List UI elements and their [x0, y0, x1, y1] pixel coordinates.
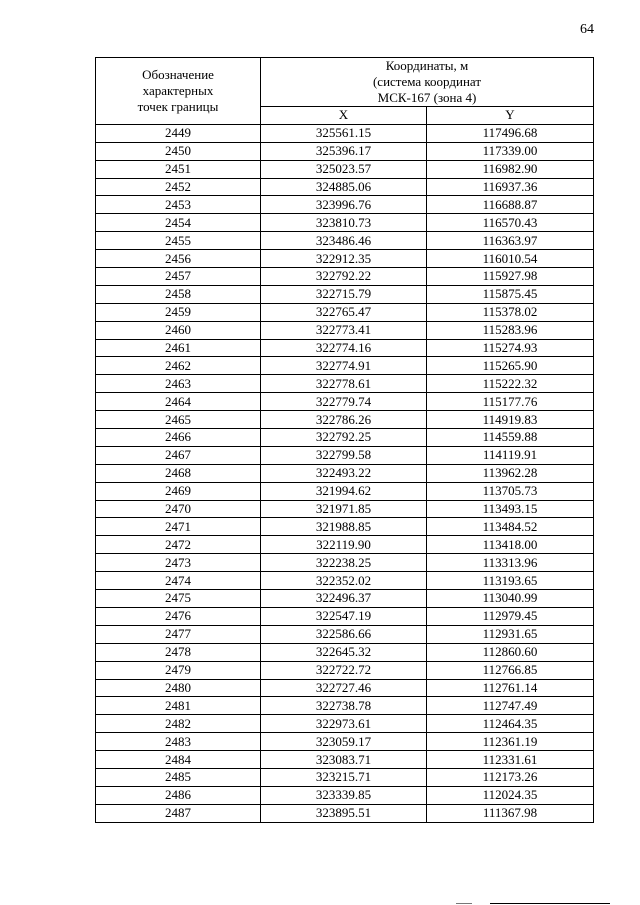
y-coordinate-cell: 115265.90: [427, 357, 594, 375]
point-id-cell: 2455: [96, 232, 261, 250]
table-row: [96, 285, 594, 303]
x-coordinate-cell: 322352.02: [261, 572, 427, 590]
coordinates-header-line: Координаты, м: [385, 58, 469, 73]
table-row: [96, 500, 594, 518]
x-coordinate-cell: 323996.76: [261, 196, 427, 214]
point-id-cell: 2465: [96, 411, 261, 429]
y-coordinate-cell: 117496.68: [427, 124, 594, 142]
x-coordinate-cell: 322727.46: [261, 679, 427, 697]
point-id-cell: 2485: [96, 768, 261, 786]
y-coordinate-cell: 112979.45: [427, 607, 594, 625]
table-row: [96, 768, 594, 786]
point-id-cell: 2466: [96, 429, 261, 447]
y-coordinate-cell: 115274.93: [427, 339, 594, 357]
x-coordinate-cell: 323486.46: [261, 232, 427, 250]
point-id-cell: 2484: [96, 751, 261, 769]
point-id-cell: 2460: [96, 321, 261, 339]
y-coordinate-cell: 116363.97: [427, 232, 594, 250]
y-coordinate-cell: 112931.65: [427, 625, 594, 643]
y-coordinate-cell: 115875.45: [427, 285, 594, 303]
table-row: [96, 429, 594, 447]
y-coordinate-cell: 115283.96: [427, 321, 594, 339]
table-row: [96, 196, 594, 214]
y-coordinate-cell: 116982.90: [427, 160, 594, 178]
y-column-header: Y: [427, 107, 594, 125]
table-row: [96, 393, 594, 411]
x-coordinate-cell: 322586.66: [261, 625, 427, 643]
table-row: [96, 214, 594, 232]
table-body: [96, 124, 594, 822]
y-coordinate-cell: 116937.36: [427, 178, 594, 196]
table-row: [96, 339, 594, 357]
point-id-cell: 2467: [96, 446, 261, 464]
table-row: [96, 697, 594, 715]
y-coordinate-cell: 116010.54: [427, 250, 594, 268]
y-coordinate-cell: 112747.49: [427, 697, 594, 715]
x-coordinate-cell: 321971.85: [261, 500, 427, 518]
table-row: [96, 804, 594, 822]
y-coordinate-cell: 116570.43: [427, 214, 594, 232]
point-id-cell: 2476: [96, 607, 261, 625]
x-coordinate-cell: 322493.22: [261, 464, 427, 482]
x-coordinate-cell: 322773.41: [261, 321, 427, 339]
table-row: [96, 124, 594, 142]
footer-mark: [456, 903, 472, 904]
y-coordinate-cell: 112361.19: [427, 733, 594, 751]
point-id-cell: 2483: [96, 733, 261, 751]
x-coordinate-cell: 322547.19: [261, 607, 427, 625]
x-coordinate-cell: 322792.25: [261, 429, 427, 447]
y-coordinate-cell: 112173.26: [427, 768, 594, 786]
y-coordinate-cell: 111367.98: [427, 804, 594, 822]
y-coordinate-cell: 112331.61: [427, 751, 594, 769]
x-coordinate-cell: 322722.72: [261, 661, 427, 679]
y-coordinate-cell: 113193.65: [427, 572, 594, 590]
y-coordinate-cell: 115927.98: [427, 268, 594, 286]
table-row: [96, 160, 594, 178]
x-coordinate-cell: 322792.22: [261, 268, 427, 286]
point-id-cell: 2473: [96, 554, 261, 572]
table-row: [96, 679, 594, 697]
point-id-cell: 2475: [96, 590, 261, 608]
point-id-cell: 2481: [96, 697, 261, 715]
designation-header-line: характерных: [142, 82, 214, 98]
coordinates-header-line: (система координат: [372, 74, 482, 89]
table-row: [96, 321, 594, 339]
point-id-cell: 2459: [96, 303, 261, 321]
x-coordinate-cell: 322779.74: [261, 393, 427, 411]
x-coordinate-cell: 322774.16: [261, 339, 427, 357]
point-id-cell: 2450: [96, 142, 261, 160]
x-coordinate-cell: 323083.71: [261, 751, 427, 769]
coordinates-header-line: МСК-167 (зона 4): [377, 90, 477, 105]
point-id-cell: 2480: [96, 679, 261, 697]
x-coordinate-cell: 321988.85: [261, 518, 427, 536]
y-coordinate-cell: 112860.60: [427, 643, 594, 661]
y-coordinate-cell: 112766.85: [427, 661, 594, 679]
x-coordinate-cell: 322738.78: [261, 697, 427, 715]
point-id-cell: 2456: [96, 250, 261, 268]
y-coordinate-cell: 115177.76: [427, 393, 594, 411]
y-coordinate-cell: 113484.52: [427, 518, 594, 536]
point-id-cell: 2469: [96, 482, 261, 500]
designation-header-line: точек границы: [137, 98, 219, 114]
y-coordinate-cell: 112464.35: [427, 715, 594, 733]
y-coordinate-cell: 112761.14: [427, 679, 594, 697]
point-id-cell: 2451: [96, 160, 261, 178]
y-coordinate-cell: 115222.32: [427, 375, 594, 393]
table-row: [96, 464, 594, 482]
table-row: [96, 482, 594, 500]
point-id-cell: 2453: [96, 196, 261, 214]
coordinates-header: [261, 58, 594, 107]
x-coordinate-cell: 322799.58: [261, 446, 427, 464]
point-id-cell: 2452: [96, 178, 261, 196]
x-coordinate-cell: 323895.51: [261, 804, 427, 822]
table-row: [96, 607, 594, 625]
point-id-cell: 2462: [96, 357, 261, 375]
y-coordinate-cell: 113040.99: [427, 590, 594, 608]
table-row: [96, 625, 594, 643]
x-coordinate-cell: 322765.47: [261, 303, 427, 321]
y-coordinate-cell: 113705.73: [427, 482, 594, 500]
x-coordinate-cell: 324885.06: [261, 178, 427, 196]
point-id-cell: 2486: [96, 786, 261, 804]
y-coordinate-cell: 117339.00: [427, 142, 594, 160]
table-row: [96, 268, 594, 286]
table-row: [96, 661, 594, 679]
point-id-cell: 2482: [96, 715, 261, 733]
table-row: [96, 250, 594, 268]
table-row: [96, 751, 594, 769]
x-coordinate-cell: 322973.61: [261, 715, 427, 733]
table-row: [96, 590, 594, 608]
point-id-cell: 2463: [96, 375, 261, 393]
x-coordinate-cell: 325561.15: [261, 124, 427, 142]
y-coordinate-cell: 114559.88: [427, 429, 594, 447]
y-coordinate-cell: 114119.91: [427, 446, 594, 464]
point-id-cell: 2470: [96, 500, 261, 518]
x-coordinate-cell: 322119.90: [261, 536, 427, 554]
point-id-cell: 2478: [96, 643, 261, 661]
point-id-cell: 2479: [96, 661, 261, 679]
point-id-cell: 2471: [96, 518, 261, 536]
y-coordinate-cell: 113313.96: [427, 554, 594, 572]
point-id-cell: 2474: [96, 572, 261, 590]
x-coordinate-cell: 323215.71: [261, 768, 427, 786]
x-column-header: X: [261, 107, 427, 125]
table-row: [96, 142, 594, 160]
table-row: [96, 518, 594, 536]
table-row: [96, 554, 594, 572]
coordinates-table: [95, 57, 594, 823]
footer-line: [490, 903, 610, 904]
x-coordinate-cell: 323059.17: [261, 733, 427, 751]
y-coordinate-cell: 115378.02: [427, 303, 594, 321]
point-id-cell: 2472: [96, 536, 261, 554]
point-id-cell: 2458: [96, 285, 261, 303]
x-coordinate-cell: 322786.26: [261, 411, 427, 429]
x-coordinate-cell: 323339.85: [261, 786, 427, 804]
table-row: [96, 446, 594, 464]
x-coordinate-cell: 322496.37: [261, 590, 427, 608]
point-id-cell: 2477: [96, 625, 261, 643]
table-row: [96, 232, 594, 250]
table-row: [96, 572, 594, 590]
table-row: [96, 411, 594, 429]
table-row: [96, 733, 594, 751]
table-row: [96, 303, 594, 321]
point-id-cell: 2487: [96, 804, 261, 822]
y-coordinate-cell: 113493.15: [427, 500, 594, 518]
page-number: 64: [580, 22, 594, 37]
x-coordinate-cell: 321994.62: [261, 482, 427, 500]
x-coordinate-cell: 325023.57: [261, 160, 427, 178]
point-id-cell: 2461: [96, 339, 261, 357]
table-row: [96, 643, 594, 661]
table-row: [96, 375, 594, 393]
x-coordinate-cell: 322778.61: [261, 375, 427, 393]
x-coordinate-cell: 323810.73: [261, 214, 427, 232]
x-coordinate-cell: 322774.91: [261, 357, 427, 375]
y-coordinate-cell: 113418.00: [427, 536, 594, 554]
point-id-cell: 2449: [96, 124, 261, 142]
point-id-cell: 2457: [96, 268, 261, 286]
point-id-cell: 2464: [96, 393, 261, 411]
x-coordinate-cell: 322912.35: [261, 250, 427, 268]
y-coordinate-cell: 112024.35: [427, 786, 594, 804]
x-coordinate-cell: 322715.79: [261, 285, 427, 303]
point-id-cell: 2468: [96, 464, 261, 482]
designation-header-line: Обозначение: [142, 66, 214, 82]
table-row: [96, 357, 594, 375]
y-coordinate-cell: 116688.87: [427, 196, 594, 214]
table-row: [96, 715, 594, 733]
x-coordinate-cell: 325396.17: [261, 142, 427, 160]
y-coordinate-cell: 114919.83: [427, 411, 594, 429]
table-row: [96, 786, 594, 804]
x-coordinate-cell: 322238.25: [261, 554, 427, 572]
designation-header: [96, 58, 261, 125]
table-row: [96, 178, 594, 196]
y-coordinate-cell: 113962.28: [427, 464, 594, 482]
point-id-cell: 2454: [96, 214, 261, 232]
x-coordinate-cell: 322645.32: [261, 643, 427, 661]
table-row: [96, 536, 594, 554]
